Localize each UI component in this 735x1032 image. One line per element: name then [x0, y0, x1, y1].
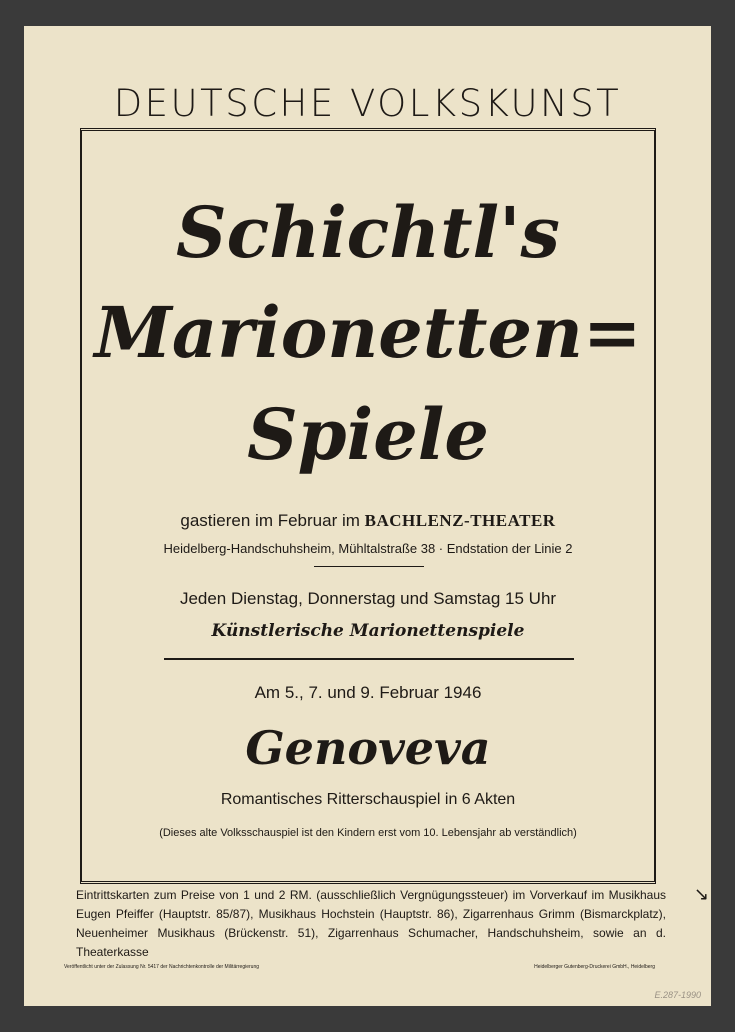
- pencil-mark-icon: ↘: [693, 884, 709, 904]
- short-divider: [314, 566, 424, 567]
- fine-print-right: Heidelberger Gutenberg-Druckerei GmbH., Heidelberg: [534, 964, 655, 970]
- venue-line: [82, 511, 654, 531]
- age-note: (Dieses alte Volksschauspiel ist den Kindern erst vom 10. Lebensjahr ab verständlich): [159, 827, 577, 839]
- play-description: Romantisches Ritterschauspiel in 6 Akten: [220, 791, 516, 808]
- venue-intro: gastieren im Februar im: [180, 511, 360, 530]
- header-title: DEUTSCHE VOLKSKUNST: [113, 82, 622, 125]
- schedule: Jeden Dienstag, Donnerstag und Samstag 15 Uhr: [179, 589, 557, 608]
- title-line-2: Marionetten=: [94, 291, 642, 374]
- subtitle: Künstlerische Marionettenspiele: [211, 621, 525, 641]
- title-line-1: Schichtl's: [176, 191, 560, 274]
- poster-frame: [80, 128, 656, 884]
- venue-name: BACHLENZ-THEATER: [364, 511, 556, 530]
- poster: [24, 26, 711, 1006]
- pencil-note: E.287-1990: [654, 990, 701, 1000]
- venue-address: Heidelberg-Handschuhsheim, Mühltalstraße 38 · Endstation der Linie 2: [163, 541, 573, 556]
- title-line-3: Spiele: [247, 393, 489, 476]
- play-title: Genoveva: [245, 721, 491, 775]
- long-divider: [164, 658, 574, 660]
- performance-dates: Am 5., 7. und 9. Februar 1946: [254, 683, 482, 702]
- fine-print-left: Veröffentlicht unter der Zulassung Nr. 5417 der Nachrichtenkontrolle der Militärregierung: [64, 964, 260, 970]
- ticket-info: Eintrittskarten zum Preise von 1 und 2 RM. (ausschließlich Vergnügungssteuer) im Vorverkauf im Musikhaus Eugen Pfeiffer (Hauptstr. 85/87), Musikhaus Hochstein (Hauptstr. 86), Zigarrenhaus Grimm (Bismarckplatz), Neuenheimer Musikhaus (Brückenstr. 51), Zigarrenhaus Schumacher, Handschuhsheim, sowie an d. Theaterkasse: [76, 888, 666, 959]
